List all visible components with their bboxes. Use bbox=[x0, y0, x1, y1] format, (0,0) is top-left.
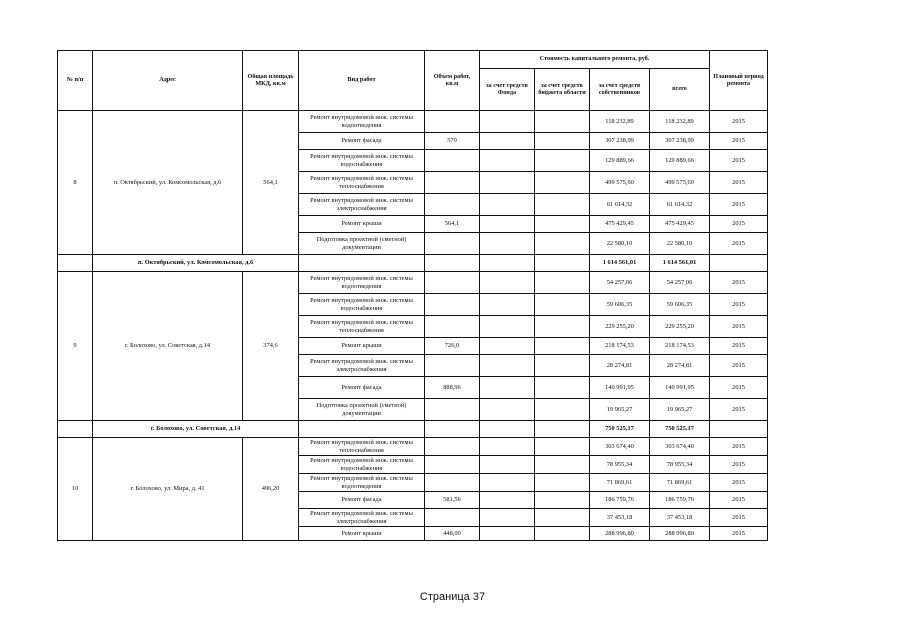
volume-cell: 726,0 bbox=[425, 338, 480, 355]
fund-cell bbox=[480, 172, 535, 194]
address-cell: г. Болохово, ул. Мира, д. 41 bbox=[93, 438, 243, 541]
period-cell: 2015 bbox=[710, 272, 768, 294]
owners-cell: 118 232,89 bbox=[590, 111, 650, 133]
total-cell: 499 575,60 bbox=[650, 172, 710, 194]
work-type-cell: Ремонт внутридомовой инж. системы водоотведения bbox=[299, 272, 425, 294]
volume-cell bbox=[425, 294, 480, 316]
table-row bbox=[58, 272, 768, 294]
fund-cell bbox=[480, 338, 535, 355]
total-owners: 750 525,17 bbox=[590, 421, 650, 438]
owners-cell: 54 257,06 bbox=[590, 272, 650, 294]
period-cell: 2015 bbox=[710, 150, 768, 172]
fund-cell bbox=[480, 355, 535, 377]
period-cell: 2015 bbox=[710, 111, 768, 133]
volume-cell bbox=[425, 474, 480, 492]
fund-cell bbox=[480, 377, 535, 399]
work-type-cell: Ремонт внутридомовой инж. системы водоотведения bbox=[299, 474, 425, 492]
period-cell: 2015 bbox=[710, 527, 768, 541]
period-cell: 2015 bbox=[710, 399, 768, 421]
total-cell: 71 869,61 bbox=[650, 474, 710, 492]
budget-cell bbox=[535, 338, 590, 355]
total-work-empty bbox=[299, 421, 425, 438]
volume-cell bbox=[425, 399, 480, 421]
budget-cell bbox=[535, 172, 590, 194]
owners-cell: 218 174,53 bbox=[590, 338, 650, 355]
total-cell: 475 429,45 bbox=[650, 216, 710, 233]
owners-cell: 61 614,32 bbox=[590, 194, 650, 216]
fund-cell bbox=[480, 233, 535, 255]
header-budget: за счет средств бюджета области bbox=[535, 69, 590, 111]
page-number: Страница 37 bbox=[419, 591, 486, 603]
area-cell: 374,6 bbox=[243, 272, 299, 421]
owners-cell: 19 965,27 bbox=[590, 399, 650, 421]
budget-cell bbox=[535, 233, 590, 255]
budget-cell bbox=[535, 111, 590, 133]
owners-cell: 307 238,99 bbox=[590, 133, 650, 150]
header-period: Плановый период ремонта bbox=[710, 51, 768, 111]
work-type-cell: Ремонт внутридомовой инж. системы водоснабжения bbox=[299, 150, 425, 172]
capital-repair-table bbox=[57, 50, 768, 541]
period-cell: 2015 bbox=[710, 194, 768, 216]
total-cell: 61 614,32 bbox=[650, 194, 710, 216]
total-cell: 218 174,53 bbox=[650, 338, 710, 355]
total-work-empty bbox=[299, 255, 425, 272]
total-row-spacer bbox=[58, 255, 93, 272]
total-cell: 28 274,81 bbox=[650, 355, 710, 377]
row-number: 8 bbox=[58, 111, 93, 255]
budget-cell bbox=[535, 474, 590, 492]
total-period-empty bbox=[710, 255, 768, 272]
budget-cell bbox=[535, 272, 590, 294]
total-row bbox=[58, 421, 768, 438]
total-fund-empty bbox=[480, 255, 535, 272]
area-cell: 564,1 bbox=[243, 111, 299, 255]
volume-cell bbox=[425, 194, 480, 216]
fund-cell bbox=[480, 438, 535, 456]
volume-cell bbox=[425, 509, 480, 527]
budget-cell bbox=[535, 527, 590, 541]
budget-cell bbox=[535, 216, 590, 233]
volume-cell: 581,56 bbox=[425, 492, 480, 509]
total-cell: 288 996,80 bbox=[650, 527, 710, 541]
work-type-cell: Ремонт внутридомовой инж. системы электроснабжения bbox=[299, 194, 425, 216]
total-owners: 1 614 561,01 bbox=[590, 255, 650, 272]
owners-cell: 475 429,45 bbox=[590, 216, 650, 233]
total-cell: 37 453,18 bbox=[650, 509, 710, 527]
budget-cell bbox=[535, 492, 590, 509]
volume-cell bbox=[425, 438, 480, 456]
table-row bbox=[58, 111, 768, 133]
work-type-cell: Ремонт внутридомовой инж. системы водоснабжения bbox=[299, 456, 425, 474]
volume-cell bbox=[425, 172, 480, 194]
period-cell: 2015 bbox=[710, 133, 768, 150]
owners-cell: 22 580,10 bbox=[590, 233, 650, 255]
period-cell: 2015 bbox=[710, 456, 768, 474]
total-cell: 54 257,06 bbox=[650, 272, 710, 294]
total-all: 750 525,17 bbox=[650, 421, 710, 438]
table-header bbox=[58, 51, 768, 111]
header-fund: за счет средств Фонда bbox=[480, 69, 535, 111]
owners-cell: 303 674,40 bbox=[590, 438, 650, 456]
owners-cell: 288 996,80 bbox=[590, 527, 650, 541]
total-cell: 129 889,66 bbox=[650, 150, 710, 172]
work-type-cell: Ремонт внутридомовой инж. системы электроснабжения bbox=[299, 355, 425, 377]
address-cell: п. Октябрьский, ул. Комсомольская, д.6 bbox=[93, 111, 243, 255]
header-area: Общая площадь МКД, кв.м bbox=[243, 51, 299, 111]
fund-cell bbox=[480, 474, 535, 492]
total-budget-empty bbox=[535, 255, 590, 272]
row-number: 10 bbox=[58, 438, 93, 541]
budget-cell bbox=[535, 355, 590, 377]
owners-cell: 129 889,66 bbox=[590, 150, 650, 172]
period-cell: 2015 bbox=[710, 377, 768, 399]
fund-cell bbox=[480, 509, 535, 527]
owners-cell: 229 255,20 bbox=[590, 316, 650, 338]
header-total: всего bbox=[650, 69, 710, 111]
work-type-cell: Подготовка проектной (сметной) документации bbox=[299, 233, 425, 255]
volume-cell bbox=[425, 111, 480, 133]
volume-cell: 888,96 bbox=[425, 377, 480, 399]
fund-cell bbox=[480, 527, 535, 541]
total-budget-empty bbox=[535, 421, 590, 438]
total-fund-empty bbox=[480, 421, 535, 438]
total-cell: 78 955,34 bbox=[650, 456, 710, 474]
budget-cell bbox=[535, 150, 590, 172]
volume-cell bbox=[425, 316, 480, 338]
total-cell: 19 965,27 bbox=[650, 399, 710, 421]
work-type-cell: Ремонт фасада bbox=[299, 133, 425, 150]
total-volume-empty bbox=[425, 421, 480, 438]
total-label: п. Октябрьский, ул. Комсомольская, д.6 bbox=[93, 255, 299, 272]
work-type-cell: Ремонт внутридомовой инж. системы водоснабжения bbox=[299, 294, 425, 316]
work-type-cell: Ремонт внутридомовой инж. системы теплоснабжения bbox=[299, 316, 425, 338]
header-owners: за счет средств собственников bbox=[590, 69, 650, 111]
work-type-cell: Ремонт крыши bbox=[299, 216, 425, 233]
fund-cell bbox=[480, 111, 535, 133]
area-cell: 496,20 bbox=[243, 438, 299, 541]
total-all: 1 614 561,01 bbox=[650, 255, 710, 272]
total-cell: 307 238,99 bbox=[650, 133, 710, 150]
budget-cell bbox=[535, 509, 590, 527]
total-cell: 59 606,35 bbox=[650, 294, 710, 316]
fund-cell bbox=[480, 272, 535, 294]
owners-cell: 59 606,35 bbox=[590, 294, 650, 316]
total-cell: 186 759,76 bbox=[650, 492, 710, 509]
volume-cell bbox=[425, 456, 480, 474]
owners-cell: 140 991,95 bbox=[590, 377, 650, 399]
fund-cell bbox=[480, 399, 535, 421]
work-type-cell: Ремонт внутридомовой инж. системы электроснабжения bbox=[299, 509, 425, 527]
work-type-cell: Ремонт крыши bbox=[299, 527, 425, 541]
header-num: № п/п bbox=[58, 51, 93, 111]
fund-cell bbox=[480, 456, 535, 474]
period-cell: 2015 bbox=[710, 438, 768, 456]
budget-cell bbox=[535, 294, 590, 316]
total-period-empty bbox=[710, 421, 768, 438]
budget-cell bbox=[535, 316, 590, 338]
owners-cell: 186 759,76 bbox=[590, 492, 650, 509]
budget-cell bbox=[535, 456, 590, 474]
period-cell: 2015 bbox=[710, 355, 768, 377]
budget-cell bbox=[535, 438, 590, 456]
work-type-cell: Подготовка проектной (сметной) документации bbox=[299, 399, 425, 421]
total-cell: 229 255,20 bbox=[650, 316, 710, 338]
fund-cell bbox=[480, 492, 535, 509]
volume-cell bbox=[425, 150, 480, 172]
fund-cell bbox=[480, 216, 535, 233]
header-volume: Объем работ, кв.м bbox=[425, 51, 480, 111]
volume-cell: 448,00 bbox=[425, 527, 480, 541]
total-label: г. Болохово, ул. Советская, д.14 bbox=[93, 421, 299, 438]
work-type-cell: Ремонт крыши bbox=[299, 338, 425, 355]
total-cell: 303 674,40 bbox=[650, 438, 710, 456]
work-type-cell: Ремонт фасада bbox=[299, 377, 425, 399]
row-number: 9 bbox=[58, 272, 93, 421]
budget-cell bbox=[535, 377, 590, 399]
total-cell: 22 580,10 bbox=[650, 233, 710, 255]
header-address: Адрес bbox=[93, 51, 243, 111]
period-cell: 2015 bbox=[710, 172, 768, 194]
period-cell: 2015 bbox=[710, 294, 768, 316]
fund-cell bbox=[480, 150, 535, 172]
address-cell: г. Болохово, ул. Советская, д.14 bbox=[93, 272, 243, 421]
period-cell: 2015 bbox=[710, 338, 768, 355]
period-cell: 2015 bbox=[710, 492, 768, 509]
period-cell: 2015 bbox=[710, 316, 768, 338]
owners-cell: 499 575,60 bbox=[590, 172, 650, 194]
period-cell: 2015 bbox=[710, 233, 768, 255]
volume-cell bbox=[425, 233, 480, 255]
fund-cell bbox=[480, 294, 535, 316]
owners-cell: 37 453,18 bbox=[590, 509, 650, 527]
work-type-cell: Ремонт внутридомовой инж. системы теплоснабжения bbox=[299, 172, 425, 194]
fund-cell bbox=[480, 194, 535, 216]
period-cell: 2015 bbox=[710, 216, 768, 233]
owners-cell: 28 274,81 bbox=[590, 355, 650, 377]
volume-cell bbox=[425, 272, 480, 294]
total-cell: 118 232,89 bbox=[650, 111, 710, 133]
budget-cell bbox=[535, 399, 590, 421]
total-volume-empty bbox=[425, 255, 480, 272]
header-work-type: Вид работ bbox=[299, 51, 425, 111]
total-row bbox=[58, 255, 768, 272]
fund-cell bbox=[480, 133, 535, 150]
owners-cell: 78 955,34 bbox=[590, 456, 650, 474]
table-body bbox=[58, 111, 768, 541]
budget-cell bbox=[535, 194, 590, 216]
budget-cell bbox=[535, 133, 590, 150]
volume-cell: 570 bbox=[425, 133, 480, 150]
header-cost-group: Стоимость капитального ремонта, руб. bbox=[480, 51, 710, 69]
volume-cell bbox=[425, 355, 480, 377]
work-type-cell: Ремонт внутридомовой инж. системы теплоснабжения bbox=[299, 438, 425, 456]
period-cell: 2015 bbox=[710, 474, 768, 492]
work-type-cell: Ремонт внутридомовой инж. системы водоотведения bbox=[299, 111, 425, 133]
total-cell: 140 991,95 bbox=[650, 377, 710, 399]
volume-cell: 564,1 bbox=[425, 216, 480, 233]
owners-cell: 71 869,61 bbox=[590, 474, 650, 492]
work-type-cell: Ремонт фасада bbox=[299, 492, 425, 509]
fund-cell bbox=[480, 316, 535, 338]
period-cell: 2015 bbox=[710, 509, 768, 527]
total-row-spacer bbox=[58, 421, 93, 438]
table-row bbox=[58, 438, 768, 456]
